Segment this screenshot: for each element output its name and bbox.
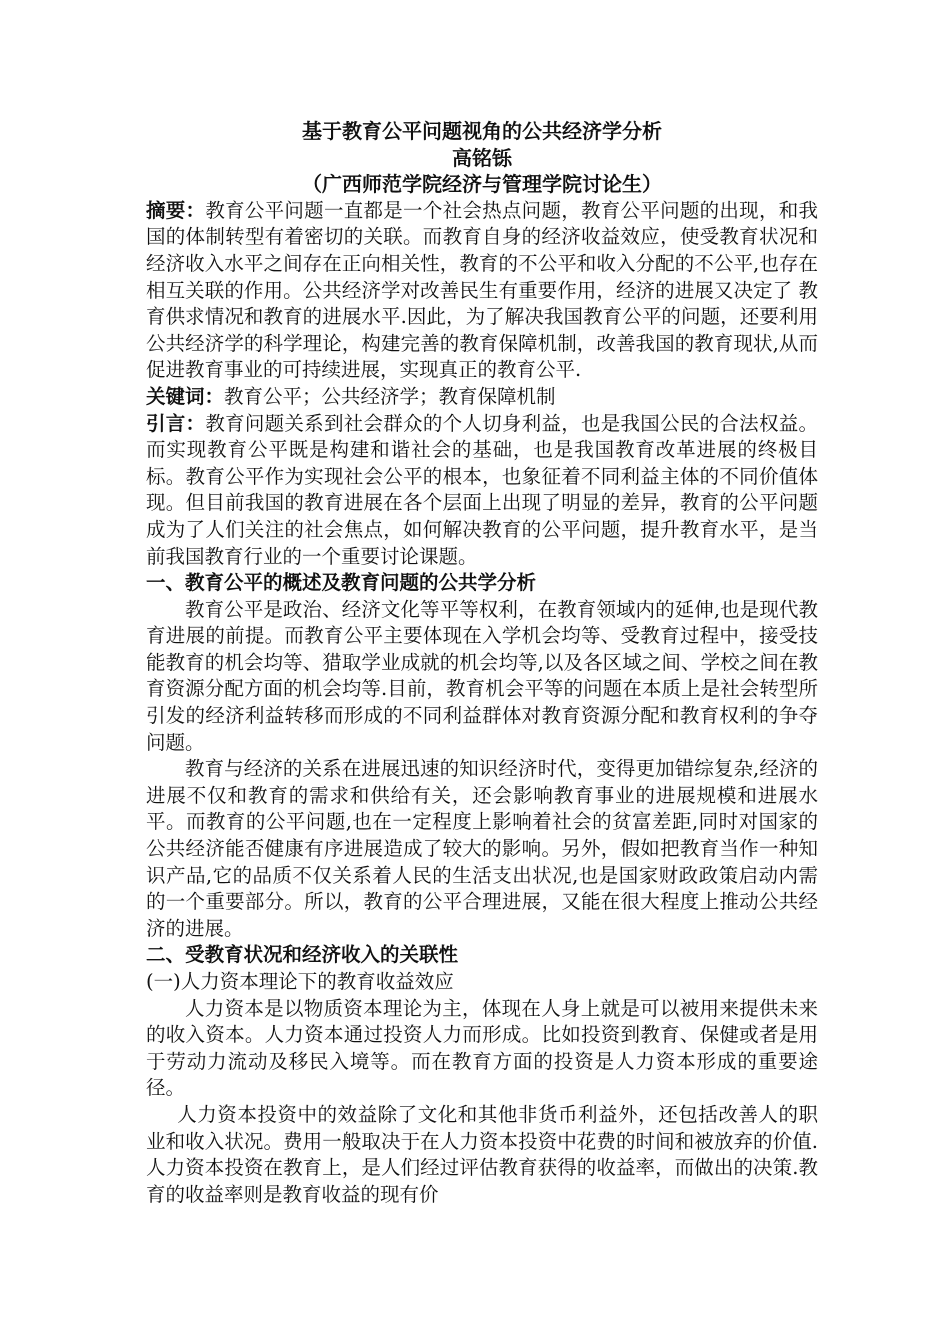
section-1-paragraph: 教育与经济的关系在进展迅速的知识经济时代，变得更加错综复杂,经济的进展不仅和教育的需求和供给有关，还会影响教育事业的进展规模和进展水平。而教育的公平问题,也在一定程度上影响着社会的贫富差距,同时对国家的公共经济能否健康有序进展造成了较大的影响。另外，假如把教育当作一种知识产品,它的品质不仅关系着人民的生活支出状况,也是国家财政政策启动内需的一个重要部分。所以，教育的公平合理进展，又能在很大程度上推动公共经济的进展。: [146, 757, 818, 940]
section-2-paragraph: 人力资本是以物质资本理论为主，体现在人身上就是可以被用来提供未来的收入资本。人力资本通过投资人力而形成。比如投资到教育、保健或者是用于劳动力流动及移民入境等。而在教育方面的投资是人力资本形成的重要途径。: [146, 996, 818, 1100]
section-2-heading: 二、受教育状况和经济收入的关联性: [146, 943, 459, 967]
abstract-label: 摘要：: [146, 198, 206, 222]
abstract-text: 教育公平问题一直都是一个社会热点问题，教育公平问题的出现，和我国的体制转型有着密切的关联。而教育自身的经济收益效应，使受教育状况和经济收入水平之间存在正向相关性，教育的不公平和收入分配的不公平,也存在相互关联的作用。公共经济学对改善民生有重要作用，经济的进展又决定了 教育供求情况和教育的进展水平.因此，为了解决我国教育公平的问题，还要利用公共经济学的科学理论，构建完善的教育保障机制，改善我国的教育现状,从而促进教育事业的可持续进展，实现真正的教育公平.: [146, 198, 818, 382]
introduction-text: 教育问题关系到社会群众的个人切身利益，也是我国公民的合法权益。而实现教育公平既是构建和谐社会的基础，也是我国教育改革进展的终极目标。教育公平作为实现社会公平的根本，也象征着不同利益主体的不同价值体现。但目前我国的教育进展在各个层面上出现了明显的差异，教育的公平问题成为了人们关注的社会焦点，如何解决教育的公平问题，提升教育水平，是当前我国教育行业的一个重要讨论课题。: [146, 411, 818, 568]
section-2-paragraph: 人力资本投资中的效益除了文化和其他非货币利益外，还包括改善人的职业和收入状况。费用一般取决于在人力资本投资中花费的时间和被放弃的价值.人力资本投资在教育上，是人们经过评估教育获得的收益率，而做出的决策.教育的收益率则是教育收益的现有价: [146, 1102, 818, 1206]
keywords-paragraph: [146, 384, 818, 411]
author-affiliation: （广西师范学院经济与管理学院讨论生）: [302, 172, 662, 197]
document-page: [146, 118, 818, 1208]
introduction-label: 引言：: [146, 411, 206, 435]
author-name: 高铭铄: [452, 145, 512, 170]
section-2-subheading: (一)人力资本理论下的教育收益效应: [146, 970, 454, 993]
section-1-paragraph: 教育公平是政治、经济文化等平等权利，在教育领域内的延伸,也是现代教育进展的前提。而教育公平主要体现在入学机会均等、受教育过程中，接受技能教育的机会均等、猎取学业成就的机会均等,以及各区域之间、学校之间在教育资源分配方面的机会均等.目前，教育机会平等的问题在本质上是社会转型所引发的经济利益转移而形成的不同利益群体对教育资源分配和教育权利的争夺问题。: [146, 597, 818, 754]
introduction-paragraph: [146, 411, 818, 571]
abstract-paragraph: [146, 198, 818, 384]
keywords-label: 关键词：: [146, 384, 225, 408]
keywords-text: 教育公平；公共经济学；教育保障机制: [224, 384, 556, 408]
section-1-heading: 一、教育公平的概述及教育问题的公共学分析: [146, 571, 537, 595]
document-title: 基于教育公平问题视角的公共经济学分析: [302, 119, 662, 143]
